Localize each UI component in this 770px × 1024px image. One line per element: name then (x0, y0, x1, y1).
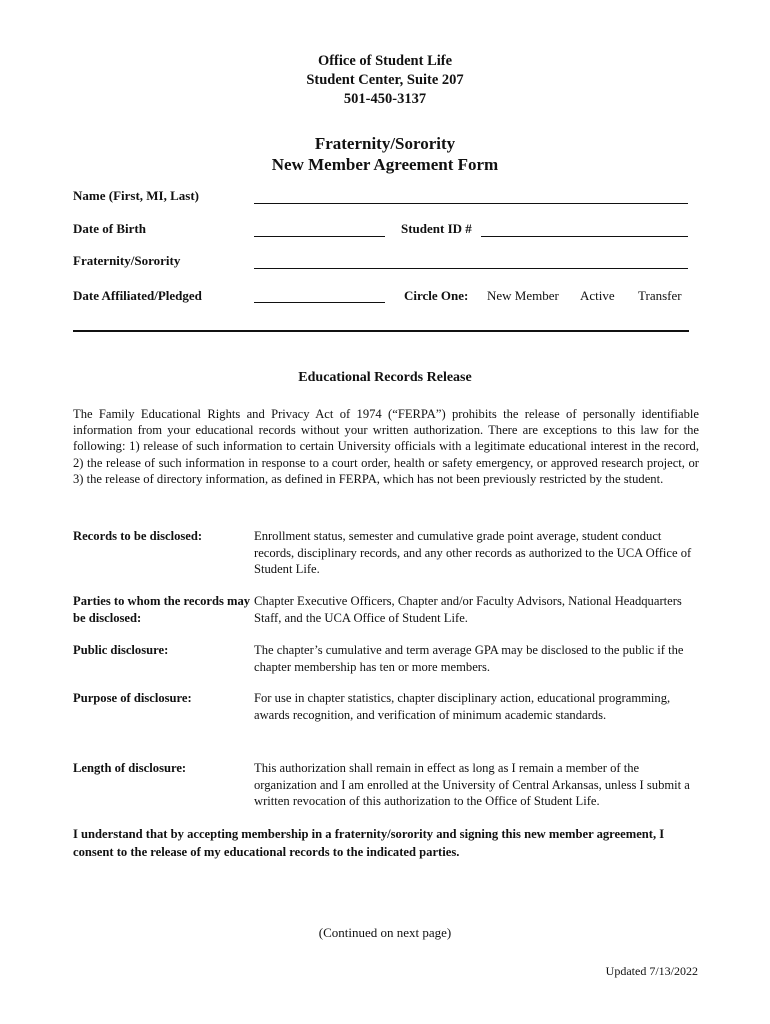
public-disclosure-label: Public disclosure: (73, 643, 169, 657)
purpose-value: For use in chapter statistics, chapter disciplinary action, educational programming, awards recognition, and verification of minimum academic standards. (254, 691, 671, 722)
records-label: Records to be disclosed: (73, 529, 203, 543)
parties-label: Parties to whom the records may be disclosed: (73, 594, 251, 625)
section-title: Educational Records Release (298, 370, 472, 385)
updated-date: Updated 7/13/2022 (605, 964, 698, 978)
name-label: Name (First, MI, Last) (73, 188, 199, 203)
parties-value: Chapter Executive Officers, Chapter and/or Faculty Advisors, National Headquarters Staff, and the UCA Office of Student Life. (254, 594, 682, 625)
date-affiliated-label: Date Affiliated/Pledged (73, 288, 202, 303)
dob-field[interactable] (254, 236, 385, 237)
dob-label: Date of Birth (73, 221, 146, 236)
office-address: Student Center, Suite 207 (306, 72, 464, 88)
student-id-label: Student ID # (401, 221, 472, 236)
option-transfer[interactable]: Transfer (638, 288, 682, 303)
office-phone: 501-450-3137 (343, 91, 427, 107)
office-name: Office of Student Life (317, 53, 453, 69)
form-title (0, 133, 770, 175)
continued-note: (Continued on next page) (318, 925, 452, 940)
length-value: This authorization shall remain in effect as long as I remain a member of the organization and I am enrolled at the University of Central Arkansas, unless I submit a written revocation of this authorization to the Office of Student Life. (254, 761, 690, 808)
public-disclosure-value: The chapter’s cumulative and term average GPA may be disclosed to the public if the chapter membership has ten or more members. (254, 643, 684, 674)
purpose-label: Purpose of disclosure: (73, 691, 192, 705)
form-title-line2: New Member Agreement Form (271, 155, 499, 174)
date-affiliated-field[interactable] (254, 302, 385, 303)
org-label: Fraternity/Sorority (73, 253, 181, 268)
office-header (0, 52, 770, 109)
form-title-line1: Fraternity/Sorority (314, 134, 456, 153)
student-id-field[interactable] (481, 236, 688, 237)
ferpa-intro-paragraph: The Family Educational Rights and Privacy Act of 1974 (“FERPA”) prohibits the release of personally identifiable information from your educational records without your written authorization. There are exceptions to this law for the following: 1) release of such information to certain University officials with a legitimate educational interest in the record, 2) the release of such information in response to a court order, health or safety emergency, or approved research project, or 3) the release of directory information, as defined in FERPA, which has not been previously restricted by the student. (73, 407, 699, 486)
circle-one-label: Circle One: (404, 288, 469, 303)
section-divider (73, 330, 689, 332)
consent-statement: I understand that by accepting membership in a fraternity/sorority and signing this new member agreement, I consent to the release of my educational records to the indicated parties. (73, 827, 665, 859)
option-new-member[interactable]: New Member (487, 288, 559, 303)
option-active[interactable]: Active (580, 288, 615, 303)
org-field[interactable] (254, 268, 688, 269)
length-label: Length of disclosure: (73, 761, 187, 775)
name-field[interactable] (254, 203, 688, 204)
records-value: Enrollment status, semester and cumulative grade point average, student conduct records, disciplinary records, and any other records as authorized to the UCA Office of Student Life. (254, 529, 692, 576)
